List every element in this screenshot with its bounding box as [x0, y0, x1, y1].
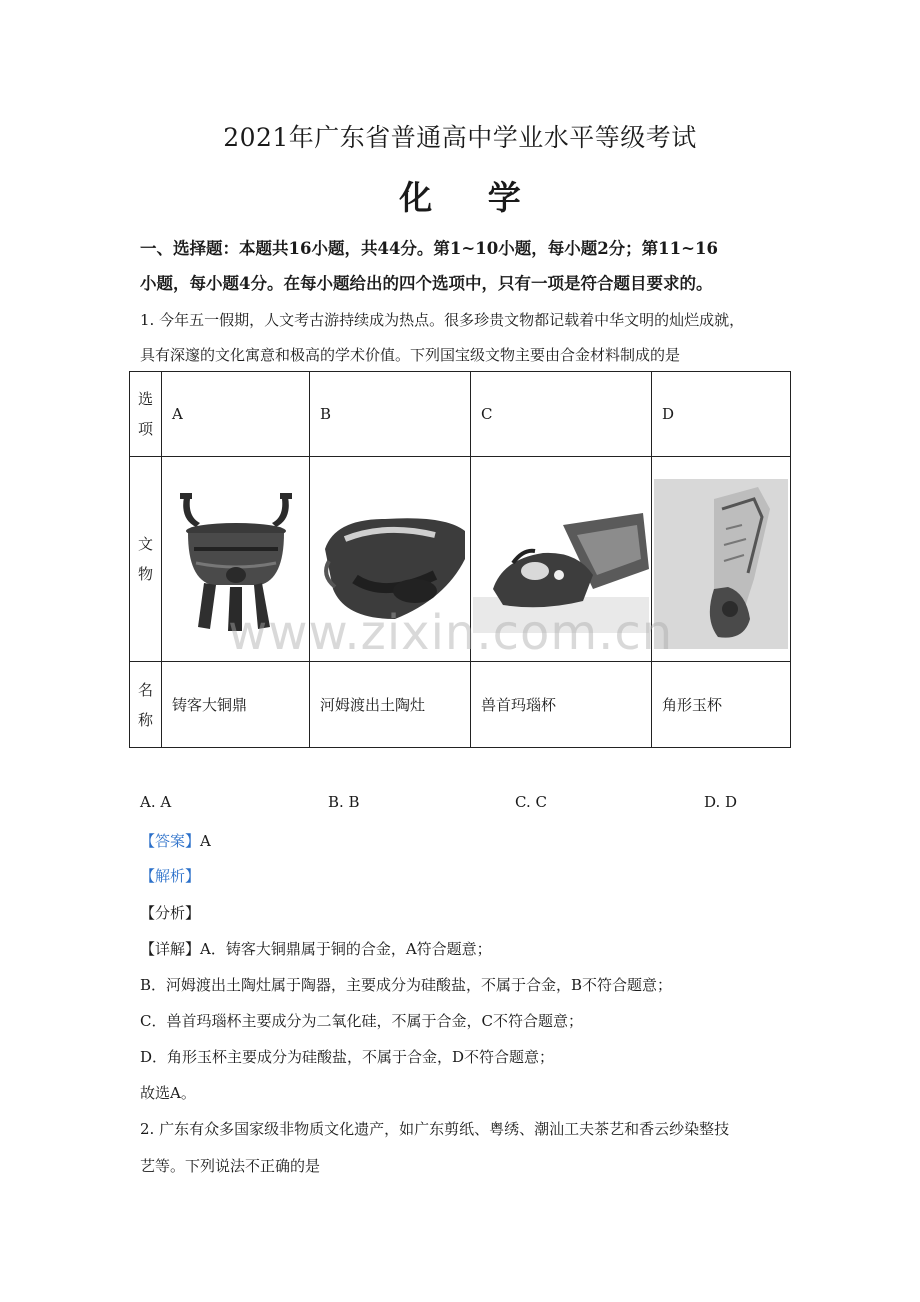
question1-stem-line2: 具有深邃的文化寓意和极高的学术价值。下列国宝级文物主要由合金材料制成的是	[140, 346, 681, 364]
choice-b: B. B	[328, 793, 360, 811]
section-heading-line1: 一、选择题：本题共16小题，共44分。第1~10小题，每小题2分；第11~16	[140, 239, 718, 258]
jade-horn-cup-image	[654, 469, 788, 649]
detail-line-c: C．兽首玛瑙杯主要成分为二氧化硅，不属于合金，C不符合题意；	[140, 1012, 583, 1030]
option-row	[130, 372, 791, 457]
row-header-artifact: 文 物	[130, 457, 162, 662]
watermark-text: www.zixin.com.cn	[228, 605, 674, 661]
section-heading-line2: 小题，每小题4分。在每小题给出的四个选项中，只有一项是符合题目要求的。	[140, 274, 713, 293]
detail-line-a: 【详解】A．铸客大铜鼎属于铜的合金，A符合题意；	[140, 940, 492, 958]
artifact-name-b: 河姆渡出土陶灶	[310, 662, 471, 748]
conclusion-line: 故选A。	[140, 1084, 196, 1102]
analysis-tag: 【解析】	[140, 867, 201, 885]
options-table	[129, 371, 791, 748]
question2-stem-line1: 2. 广东有众多国家级非物质文化遗产，如广东剪纸、粤绣、潮汕工夫茶艺和香云纱染整技	[140, 1120, 730, 1138]
artifact-name-d: 角形玉杯	[652, 662, 791, 748]
option-label-d: D	[652, 372, 791, 457]
row-header-option: 选 项	[130, 372, 162, 457]
detail-line-b: B．河姆渡出土陶灶属于陶器，主要成分为硅酸盐，不属于合金，B不符合题意；	[140, 976, 673, 994]
answer-tag: 【答案】	[140, 832, 201, 850]
choice-d: D. D	[704, 793, 738, 811]
row-header-name: 名 称	[130, 662, 162, 748]
question1-stem-line1: 1. 今年五一假期，人文考古游持续成为热点。很多珍贵文物都记载着中华文明的灿烂成就，	[140, 311, 745, 329]
answer-line	[140, 830, 211, 851]
question2-stem-line2: 艺等。下列说法不正确的是	[140, 1157, 321, 1175]
name-row	[130, 662, 791, 748]
detail-line-d: D．角形玉杯主要成分为硅酸盐，不属于合金，D不符合题意；	[140, 1048, 555, 1066]
choice-c: C. C	[515, 793, 547, 811]
artifact-name-c: 兽首玛瑙杯	[471, 662, 652, 748]
answer-value: A	[200, 832, 211, 850]
subject-title: 化 学	[399, 178, 543, 217]
option-label-a: A	[162, 372, 310, 457]
exam-title: 2021年广东省普通高中学业水平等级考试	[223, 123, 697, 152]
artifact-name-a: 铸客大铜鼎	[162, 662, 310, 748]
option-label-b: B	[310, 372, 471, 457]
option-label-c: C	[471, 372, 652, 457]
choice-a: A. A	[140, 793, 172, 811]
analysis-subheading: 【分析】	[140, 904, 201, 922]
